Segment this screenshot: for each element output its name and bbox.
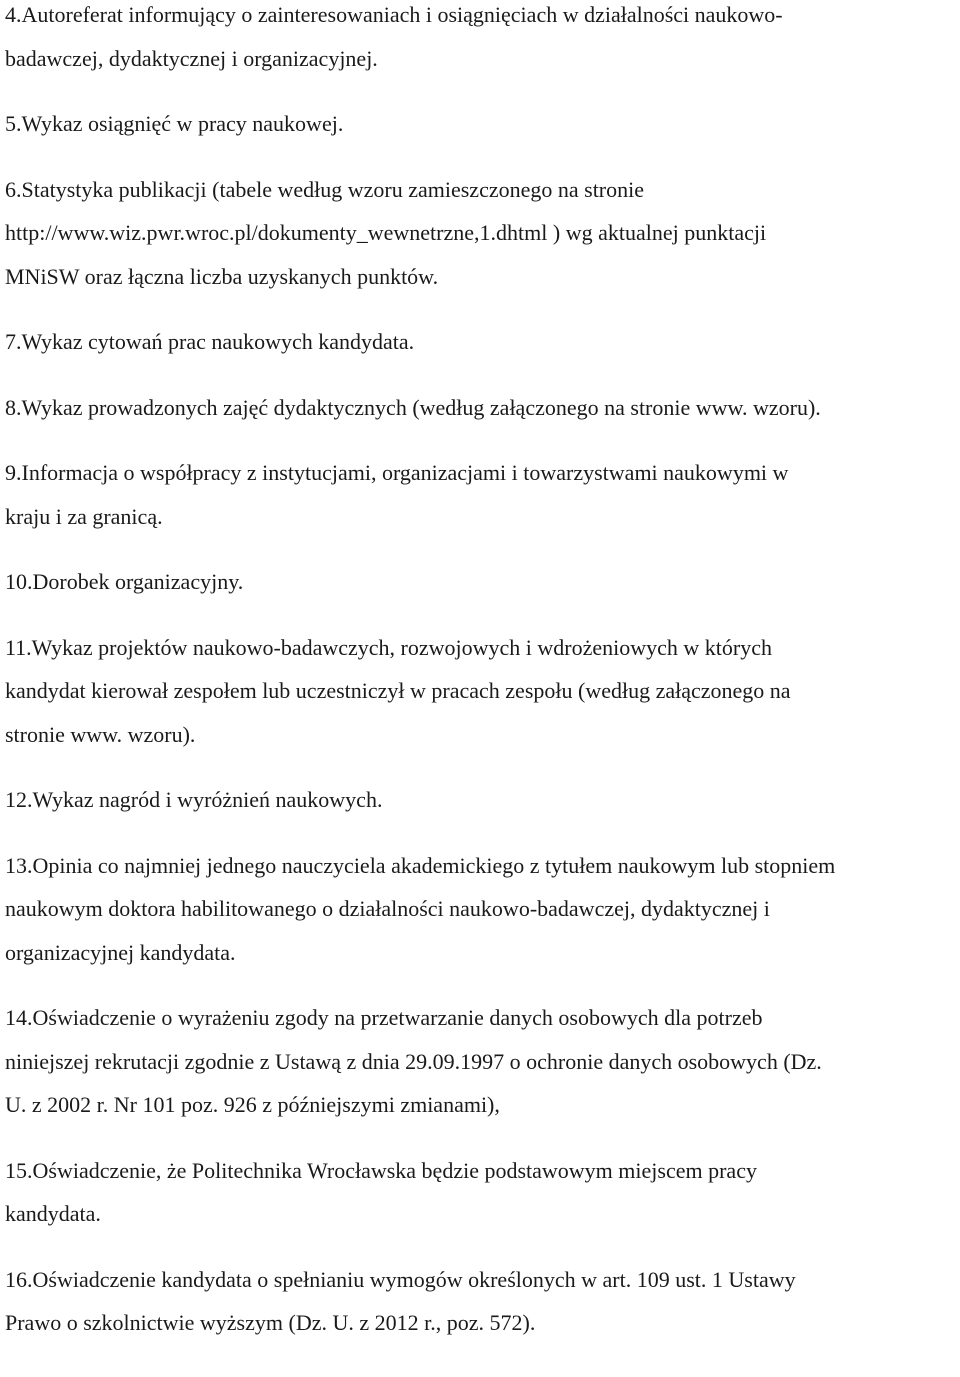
text-line: MNiSW oraz łączna liczba uzyskanych punktów. <box>5 263 439 289</box>
text-line: organizacyjnej kandydata. <box>5 939 236 965</box>
text-line: 15.Oświadczenie, że Politechnika Wrocławska będzie podstawowym miejscem pracy <box>5 1157 757 1183</box>
list-item-16 <box>5 1258 955 1345</box>
document-body <box>5 0 955 1367</box>
text-line: http://www.wiz.pwr.wroc.pl/dokumenty_wewnetrzne,1.dhtml ) wg aktualnej punktacji <box>5 220 767 245</box>
text-line: 9.Informacja o współpracy z instytucjami, organizacjami i towarzystwami naukowymi w <box>5 460 789 485</box>
text-line: Prawo o szkolnictwie wyższym (Dz. U. z 2012 r., poz. 572). <box>5 1310 536 1335</box>
text-line: 10.Dorobek organizacyjny. <box>5 569 244 594</box>
text-line: 12.Wykaz nagród i wyróżnień naukowych. <box>5 787 383 812</box>
text-line: 14.Oświadczenie o wyrażeniu zgody na przetwarzanie danych osobowych dla potrzeb <box>5 1005 763 1030</box>
text-line: 5.Wykaz osiągnięć w pracy naukowej. <box>5 111 344 136</box>
text-line: 8.Wykaz prowadzonych zajęć dydaktycznych (według załączonego na stronie www. wzoru). <box>5 394 821 420</box>
text-line: stronie www. wzoru). <box>5 721 196 747</box>
text-line: naukowym doktora habilitowanego o działalności naukowo-badawczej, dydaktycznej i <box>5 896 770 921</box>
text-line: badawczej, dydaktycznej i organizacyjnej. <box>5 45 378 71</box>
list-item-5 <box>5 102 955 146</box>
list-item-13 <box>5 844 955 975</box>
text-line: 13.Opinia co najmniej jednego nauczyciela akademickiego z tytułem naukowym lub stopniem <box>5 852 836 878</box>
text-line: kandydat kierował zespołem lub uczestniczył w pracach zespołu (według załączonego na <box>5 678 791 703</box>
text-line: niniejszej rekrutacji zgodnie z Ustawą z dnia 29.09.1997 o ochronie danych osobowych (Dz. <box>5 1048 822 1074</box>
list-item-15 <box>5 1149 955 1236</box>
text-line: 16.Oświadczenie kandydata o spełnianiu wymogów określonych w art. 109 ust. 1 Ustawy <box>5 1266 796 1292</box>
text-line: kraju i za granicą. <box>5 503 163 529</box>
list-item-12 <box>5 778 955 822</box>
list-item-6 <box>5 168 955 299</box>
list-item-4 <box>5 0 955 80</box>
text-line: 7.Wykaz cytowań prac naukowych kandydata. <box>5 329 415 354</box>
list-item-8 <box>5 386 955 430</box>
list-item-14 <box>5 996 955 1127</box>
list-item-11 <box>5 626 955 757</box>
list-item-7 <box>5 320 955 364</box>
list-item-10 <box>5 560 955 604</box>
text-line: 11.Wykaz projektów naukowo-badawczych, rozwojowych i wdrożeniowych w których <box>5 634 773 660</box>
list-item-9 <box>5 451 955 538</box>
text-line: 4.Autoreferat informujący o zainteresowaniach i osiągnięciach w działalności naukowo- <box>5 2 783 27</box>
text-line: U. z 2002 r. Nr 101 poz. 926 z późniejszymi zmianami), <box>5 1092 500 1117</box>
text-line: kandydata. <box>5 1201 101 1226</box>
text-line: 6.Statystyka publikacji (tabele według wzoru zamieszczonego na stronie <box>5 176 645 202</box>
